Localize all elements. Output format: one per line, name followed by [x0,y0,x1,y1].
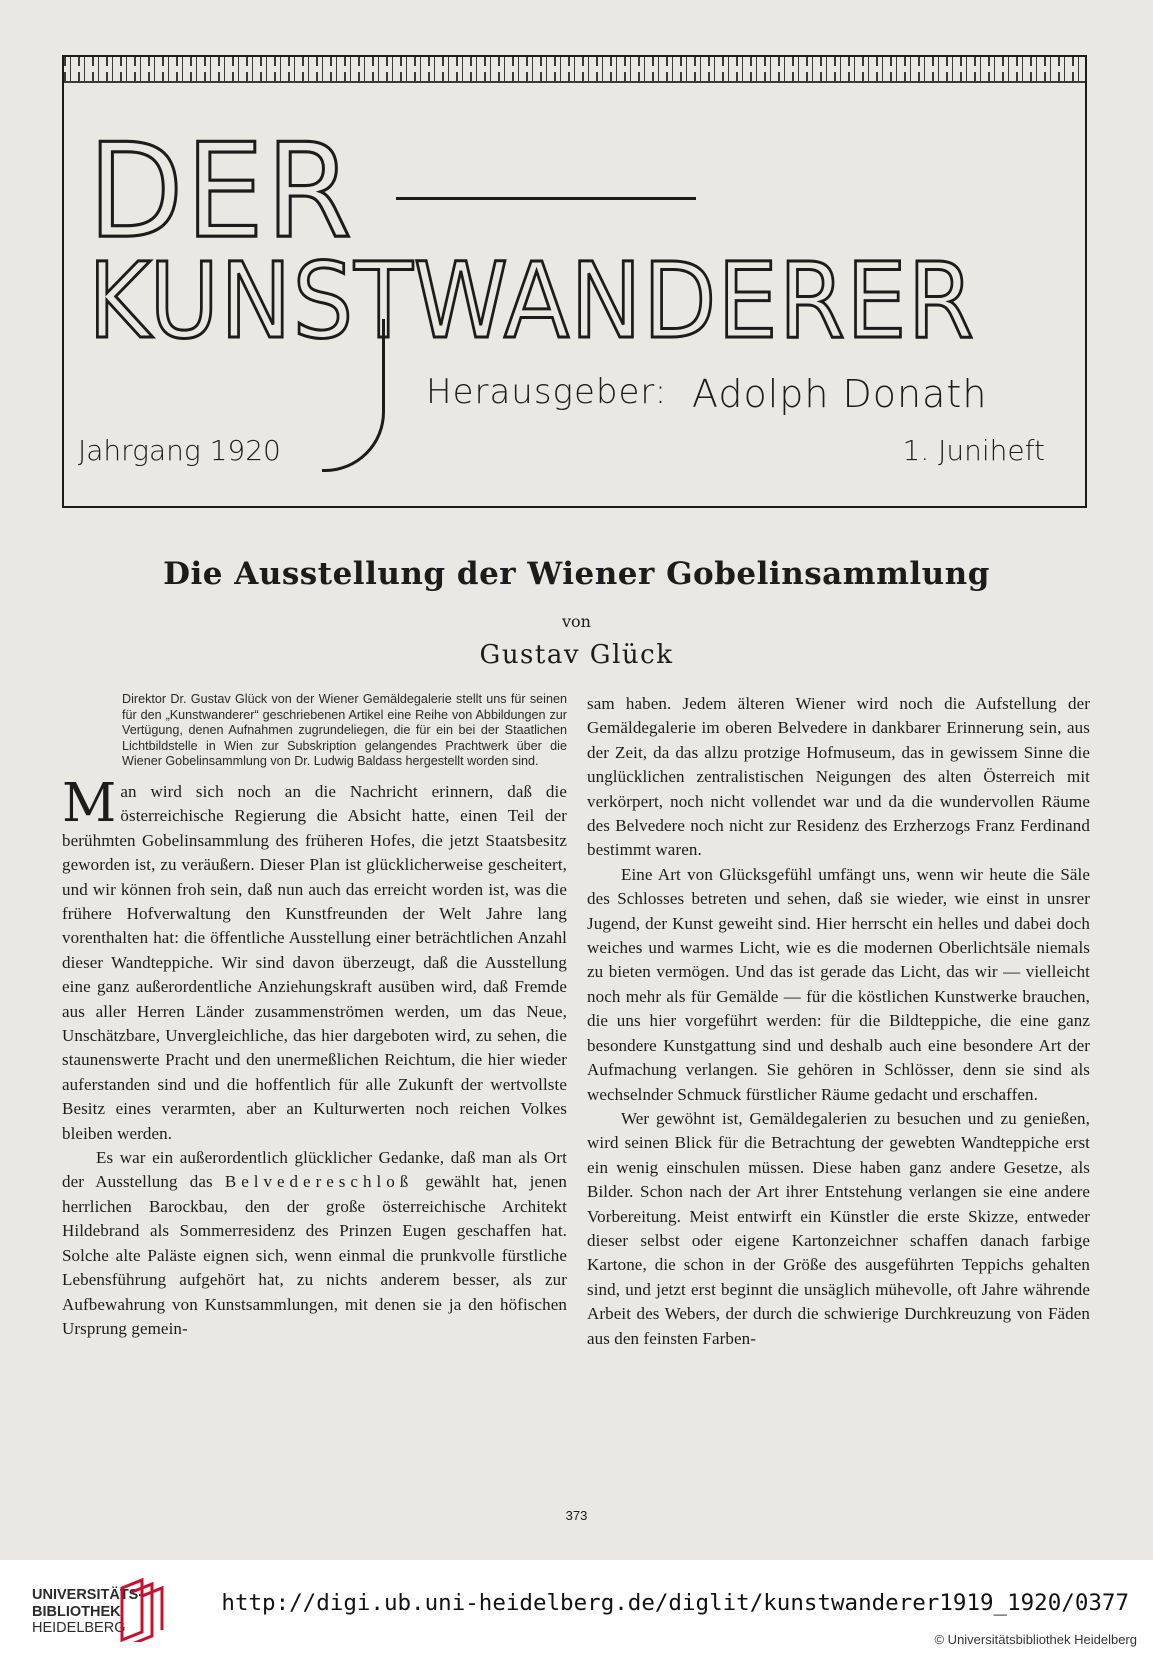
text-column-right [587,692,1090,1351]
library-name-line2: BIBLIOTHEK [32,1603,121,1620]
paragraph-4: Wer gewöhnt ist, Gemäldegalerien zu besuchen und zu genießen, wird seinen Blick für die Betrachtung der gewebten Wandteppiche erst ein wenig einschulen müssen. Diese haben ganz andere Gesetze, als Bilder. Schon nach der Art ihrer Entstehung verlangen sie eine andere Vorbereitung. Meist entwirft ein Künstler die erste Skizze, entweder dieser selbst oder eigene Kartonzeichner schaffen danach farbige Kartone, die schon in der Größe des ausgeführten Teppichs gehalten sind, und jetzt erst beginnt die unsäglich mühevolle, oft Jahre währende Arbeit des Webers, der durch die schwierige Durchkreuzung von Fäden aus den feinsten Farben- [587,1108,1090,1348]
paragraph-1-text: an wird sich noch an die Nachricht erinnern, daß die österreichische Regierung die Absicht hatte, einen Teil der berühmten Gobelinsammlung des früheren Hofes, die jetzt Staatsbesitz geworden ist, zu veräußern. Dieser Plan ist glücklicherweise gescheitert, und wir können froh sein, daß nun auch das erreicht worden ist, was die frühere Hofverwaltung den Kunstfreunden der Welt Jahre lang vorenthalten hat: die öffentliche Ausstellung einer beträchtlichen Anzahl dieser Wandteppiche. Wir sind davon überzeugt, daß die Ausstellung eine ganz außerordentliche Anziehungskraft ausüben wird, daß Fremde aus aller Herren Länder zusammenströmen werden, um das Neue, Unschätzbare, Unvergleichliche, das hier dargeboten wird, zu sehen, die staunenswerte Pracht und den unermeßlichen Reichtum, die hier wieder auferstanden sind und die hoffentlich für alle Zukunft der wertvollste Besitz eines verarmten, aber an Kulturwerten noch reichen Volkes bleiben werden. [62,781,567,1143]
library-name-line3: HEIDELBERG [32,1620,126,1636]
library-logo-icon [118,1578,164,1642]
editorial-note: Direktor Dr. Gustav Glück von der Wiener Gemäldegalerie stellt uns für seinen für den „Kunstwanderer“ geschriebenen Artikel eine Reihe von Abbildungen zur Vertügung, denen Aufnahmen zugrundeliegen, die für ein bei der Staatlichen Lichtbildstelle in Wien zur Subskription gelangendes Prachtwerk über die Wiener Gobelinsammlung von Dr. Ludwig Baldass hergestellt worden sind. [122,692,567,769]
paragraph-2-emphasis: Belvedereschloß [224,1172,414,1192]
publisher-name: Adolph Donath [692,372,988,416]
page-number: 373 [565,1508,588,1523]
copyright-notice: © Universitätsbibliothek Heidelberg [934,1632,1137,1647]
title-flourish-line [396,197,696,200]
masthead-frame [62,55,1087,508]
permalink-url[interactable]: http://digi.ub.uni-heidelberg.de/diglit/kunstwanderer1919_1920/0377 [221,1590,1129,1616]
drop-cap: M [62,772,117,834]
article-title: Die Ausstellung der Wiener Gobelinsammlung [163,556,990,592]
issue-number: 1. Juniheft [902,434,1045,467]
paragraph-2-end: gewählt hat, jenen herrlichen Barockbau, den der große österreichische Architekt Hildebrand als Sommerresidenz des Prinzen Eugen geschaffen hat. Solche alte Paläste eignen sich, wenn einmal die prunkvolle fürstliche Lebensführung aufgehört hat, zu nichts anderem besser, als zur Aufbewahrung von Kunstsammlungen, mit denen sie ja den höfischen Ursprung gemein- [62,1172,567,1338]
masthead-title-der: DER [88,116,354,268]
paragraph-1 [62,772,567,1146]
library-footer [0,1560,1153,1657]
article-author: Gustav Glück [479,640,674,670]
masthead-title-kunstwanderer: KUNSTWANDERER [88,240,975,362]
title-flourish-hook [322,319,385,472]
volume-year: Jahrgang 1920 [78,434,281,467]
paragraph-2-continued: sam haben. Jedem älteren Wiener wird noch die Aufstellung der Gemäldegalerie im oberen Belvedere in dankbarer Erinnerung sein, aus der Zeit, da das allzu protzige Hofmuseum, das in gewissem Sinne die unglücklichen zentralistischen Neigungen des alten Österreich mit verkörpert, noch nicht vollendet war und da die wundervollen Räume des Belvedere noch nicht zur Residenz des Erzherzogs Franz Ferdinand bestimmt waren. [587,694,1090,860]
library-name-line1: UNIVERSITÄTS- [32,1587,144,1603]
ornamental-border [64,57,1085,83]
paragraph-2 [62,1146,567,1341]
paragraph-2-start: Es war ein außerordentlich glücklicher Gedanke, daß man als Ort der Ausstellung das [62,1148,567,1192]
paragraph-3: Eine Art von Glücksgefühl umfängt uns, wenn wir heute die Säle des Schlosses betreten und sehen, daß sie wieder, wie einst in unsrer Jugend, der Kunst geweiht sind. Hier herrscht ein helles und dabei doch weiches und warmes Licht, wie es die modernen Oberlichtsäle niemals zu bieten vermögen. Und das ist gerade das Licht, das wir — vielleicht noch mehr als für Gemälde — für die köstlichen Kunstwerke brauchen, die uns hier vorgeführt werden: für die Bildteppiche, die eine ganz besondere Kunstgattung sind und deshalb auch eine besondere Art der Aufmachung verlangen. Sie gehören in Schlösser, denn sie sind als wechselnder Schmuck fürstlicher Räume gedacht und erschaffen. [587,864,1090,1104]
text-column-left [62,692,567,1341]
byline-von: von [562,612,591,631]
publisher-label: Herausgeber: [426,372,668,412]
